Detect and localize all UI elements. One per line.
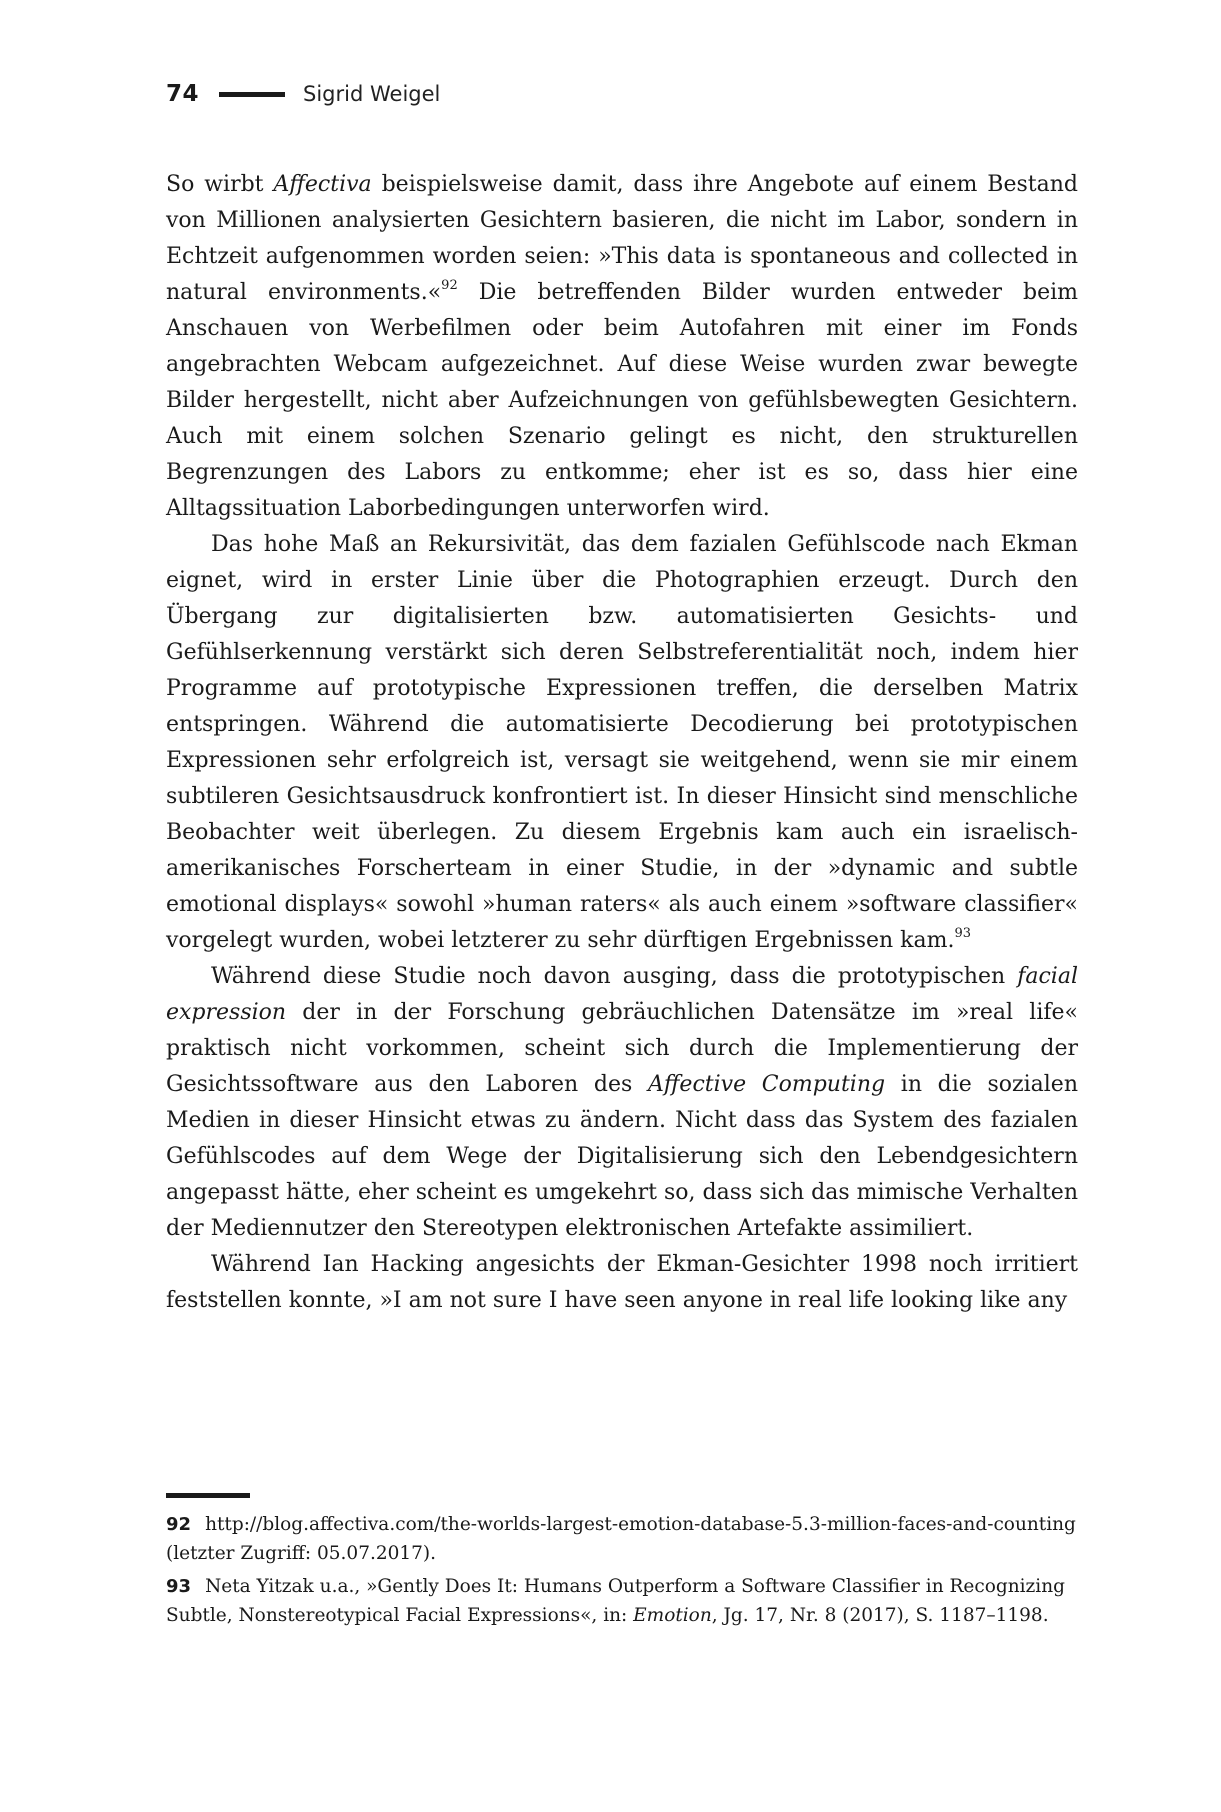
- text-run: Die betreffenden Bilder wurden entweder beim Anschauen von Werbefilmen oder beim Autofahren mit einer im Fonds angebrachten Webcam aufgezeichnet. Auf diese Weise wurden zwar bewegte Bilder hergestellt, nicht aber Aufzeichnungen von gefühlsbewegten Gesichtern. Auch mit einem solchen Szenario gelingt es nicht, den strukturellen Begrenzungen des Labors zu entkomme; eher ist es so, dass hier eine Alltagssituation Laborbedingungen unterworfen wird.: [166, 280, 1078, 521]
- footnote-number: 92: [166, 1514, 192, 1535]
- text-run: der in der Forschung gebräuchlichen Datensätze im »real life« praktisch nicht vorkommen, scheint sich durch die Implementierung der Gesichtssoftware aus den Laboren des: [166, 1000, 1078, 1097]
- footnote-92: [166, 1510, 1078, 1568]
- footnote-separator: [166, 1493, 250, 1498]
- text-run: Das hohe Maß an Rekursivität, das dem fazialen Gefühlscode nach Ekman eignet, wird in erster Linie über die Photographien erzeugt. Durch den Übergang zur digitalisierten bzw. automatisierten Gesichts- und Gefühlserkennung verstärkt sich deren Selbstreferentialität noch, indem hier Programme auf prototypische Expressionen treffen, die derselben Matrix entspringen. Während die automatisierte Decodierung bei prototypischen Expressionen sehr erfolgreich ist, versagt sie weitgehend, wenn sie mir einem subtileren Gesichtsausdruck konfrontiert ist. In dieser Hinsicht sind menschliche Beobachter weit überlegen. Zu diesem Ergebnis kam auch ein israelisch-amerikanisches Forscherteam in einer Studie, in der »dynamic and subtle emotional displays« sowohl »human raters« als auch einem »software classifier« vorgelegt wurden, wobei letzterer zu sehr dürftigen Ergebnissen kam.: [166, 532, 1078, 953]
- text-run: in die sozialen Medien in dieser Hinsicht etwas zu ändern. Nicht dass das System des fazialen Gefühlscodes auf dem Wege der Digitalisierung sich den Lebendgesichtern angepasst hätte, eher scheint es umgekehrt so, dass sich das mimische Verhalten der Mediennutzer den Stereotypen elektronischen Artefakte assimiliert.: [166, 1072, 1078, 1241]
- footnote-93: [166, 1572, 1078, 1630]
- text-run: Neta Yitzak u.a., »Gently Does It: Humans Outperform a Software Classifier in Recognizing Subtle, Nonstereotypical Facial Expressions«, in:: [166, 1576, 1065, 1626]
- italic-run: Affective Computing: [647, 1072, 886, 1097]
- footnotes: [166, 1510, 1078, 1630]
- text-run: beispielsweise damit, dass ihre Angebote auf einem Bestand von Millionen analysierten Gesichtern basieren, die nicht im Labor, sondern in Echtzeit aufgenommen worden seien: »This data is spontaneous and collected in natural environments.«: [166, 172, 1078, 305]
- text-run: , Jg. 17, Nr. 8 (2017), S. 1187–1198.: [711, 1605, 1049, 1626]
- text-run: Während Ian Hacking angesichts der Ekman-Gesichter 1998 noch irritiert feststellen konnte, »I am not sure I have seen anyone in real life looking like any: [166, 1252, 1078, 1313]
- footnote-link[interactable]: http://blog.affectiva.com/the-worlds-largest-emotion-database-5.3-million-faces-and-counting (letzter Zugriff: 05.07.2017).: [166, 1514, 1076, 1564]
- footnote-ref-92[interactable]: 92: [441, 278, 458, 293]
- paragraph-4: [166, 1247, 1078, 1319]
- text-run: Während diese Studie noch davon ausging, dass die prototypischen: [211, 964, 1018, 989]
- italic-run: Affectiva: [273, 172, 372, 197]
- paragraph-3: [166, 959, 1078, 1247]
- running-header: [166, 74, 440, 114]
- italic-run: facial expression: [166, 964, 1078, 1025]
- paragraph-1: [166, 167, 1078, 527]
- header-rule: [219, 92, 285, 97]
- text-run: So wirbt: [166, 172, 274, 197]
- footnote-ref-93[interactable]: 93: [954, 926, 972, 941]
- footnote-number: 93: [166, 1576, 192, 1597]
- running-head-author: Sigrid Weigel: [303, 82, 441, 106]
- italic-run: Emotion: [633, 1605, 712, 1626]
- paragraph-2: [166, 527, 1078, 959]
- page-number: 74: [166, 81, 200, 107]
- main-text: [166, 167, 1078, 1319]
